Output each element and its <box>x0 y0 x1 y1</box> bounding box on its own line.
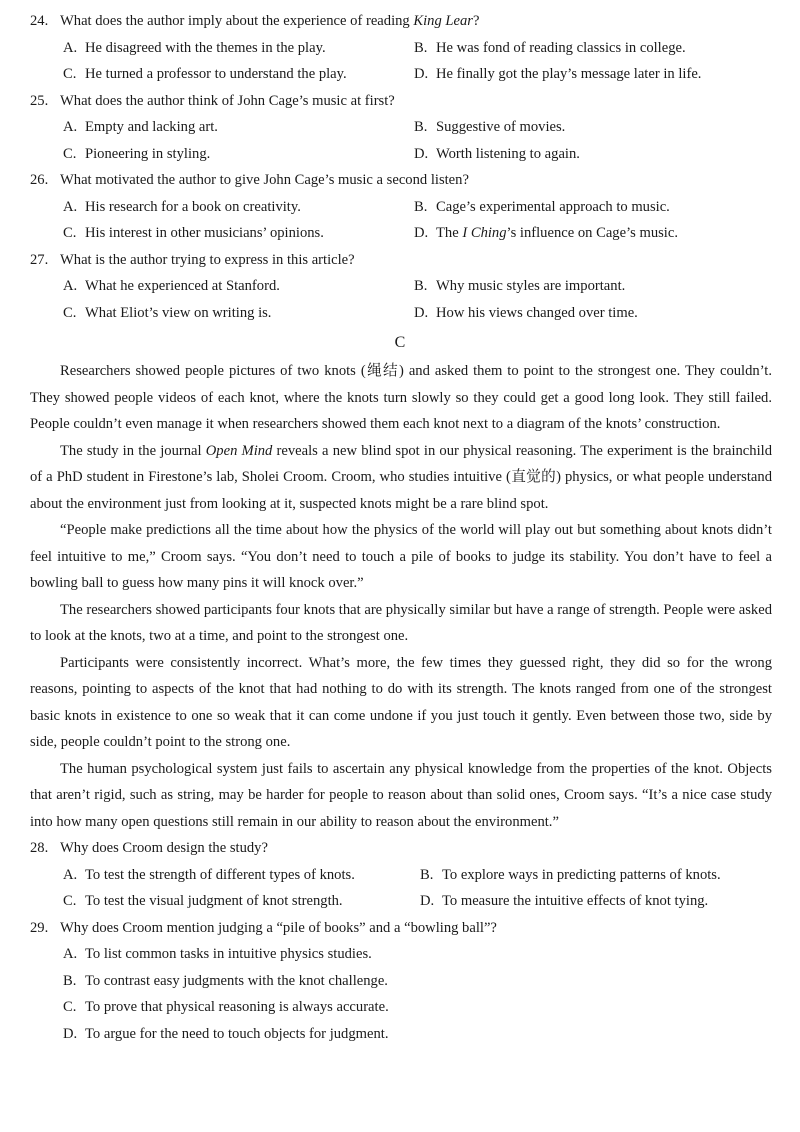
options-row <box>0 888 800 915</box>
question-number: 24. <box>30 13 49 29</box>
question-text-part: What does the author imply about the experience of reading <box>60 13 414 29</box>
option-a <box>63 273 280 300</box>
option-a <box>63 114 218 141</box>
option-letter: B. <box>63 972 77 989</box>
option-text: Pioneering in styling. <box>85 145 211 162</box>
book-title: King Lear <box>413 13 473 29</box>
option-letter: A. <box>63 119 78 135</box>
reading-passage <box>0 358 800 835</box>
option-letter: A. <box>63 278 78 294</box>
option-row <box>0 968 800 995</box>
options-row <box>0 273 800 300</box>
option-d <box>414 141 580 168</box>
paragraph-text-part: The study in the journal <box>60 442 206 459</box>
passage-paragraph-1: Researchers showed people pictures of two knots (绳结) and asked them to point to the strongest one. They couldn’t. They showed people videos of each knot, where the knots turn slowly so they could get a good long look. They still failed. People couldn’t even manage it when researchers showed them each knot next to a diagram of the knots’ construction. <box>30 363 772 432</box>
option-text: How his views changed over time. <box>436 304 638 321</box>
option-letter: A. <box>63 198 78 215</box>
options-row <box>0 220 800 247</box>
option-letter: B. <box>414 278 428 294</box>
option-text: To contrast easy judgments with the knot challenge. <box>85 972 388 989</box>
option-letter: C. <box>63 145 77 162</box>
question-text: Why does Croom design the study? <box>60 840 268 856</box>
option-text-part: The <box>436 225 463 241</box>
option-b <box>414 35 686 62</box>
option-text: He disagreed with the themes in the play. <box>85 39 326 56</box>
option-text <box>436 225 678 241</box>
question-28 <box>0 835 800 862</box>
option-row <box>0 994 800 1021</box>
option-letter: D. <box>414 66 429 82</box>
question-number: 25. <box>30 92 49 109</box>
question-27 <box>0 247 800 274</box>
question-text: What does the author think of John Cage’s music at first? <box>60 92 395 109</box>
option-letter: C. <box>63 225 77 241</box>
option-b <box>63 968 388 995</box>
options-row <box>0 35 800 62</box>
option-a <box>63 194 301 221</box>
option-c <box>63 300 271 327</box>
option-letter: B. <box>414 119 428 135</box>
question-text <box>60 8 479 35</box>
passage-paragraph-3: “People make predictions all the time about how the physics of the world will play out but something about knots didn’t feel intuitive to me,” Croom says. “You don’t need to touch a pile of books to judge its stability. You don’t have to feel a bowling ball to guess how many pins it will knock over.” <box>30 522 772 591</box>
option-text: His research for a book on creativity. <box>85 198 301 215</box>
option-text: Worth listening to again. <box>436 145 580 162</box>
option-letter: D. <box>420 893 435 909</box>
option-row <box>0 1021 800 1048</box>
option-d <box>414 61 701 88</box>
option-text: Cage’s experimental approach to music. <box>436 198 670 215</box>
book-title: I Ching <box>462 225 507 241</box>
journal-title: Open Mind <box>205 442 273 459</box>
option-a <box>63 862 355 889</box>
option-text: To test the visual judgment of knot strength. <box>85 893 343 909</box>
option-text: What Eliot’s view on writing is. <box>85 304 272 321</box>
option-letter: D. <box>414 145 429 162</box>
option-letter: C. <box>63 66 77 82</box>
option-text: Suggestive of movies. <box>436 119 566 135</box>
option-b <box>414 114 565 141</box>
option-text: To measure the intuitive effects of knot tying. <box>442 893 709 909</box>
option-letter: D. <box>63 1025 78 1042</box>
options-row <box>0 114 800 141</box>
option-b <box>414 273 625 300</box>
option-text: To test the strength of different types of knots. <box>85 866 355 883</box>
option-d <box>414 220 678 247</box>
option-c <box>63 141 210 168</box>
option-d <box>420 888 708 915</box>
option-b <box>420 862 721 889</box>
option-text-part: ’s influence on Cage’s music. <box>506 225 678 241</box>
option-letter: D. <box>414 304 429 321</box>
option-text: He finally got the play’s message later in life. <box>436 66 702 82</box>
option-text: To list common tasks in intuitive physics studies. <box>85 946 372 962</box>
option-letter: B. <box>414 39 428 56</box>
passage-paragraph-6: The human psychological system just fails to ascertain any physical knowledge from the properties of the knot. Objects that aren’t rigid, such as string, may be harder for people to reason about than solid ones, Croom says. “It’s a nice case study into how many open questions still remain in our ability to reason about the environment.” <box>30 760 772 830</box>
question-number: 27. <box>30 251 49 268</box>
option-text: To argue for the need to touch objects for judgment. <box>85 1025 389 1042</box>
option-letter: B. <box>420 866 434 883</box>
passage-paragraph-2 <box>30 438 772 518</box>
option-letter: C. <box>63 999 77 1015</box>
question-29 <box>0 915 800 942</box>
option-c <box>63 994 389 1021</box>
option-letter: B. <box>414 198 428 215</box>
option-c <box>63 220 324 247</box>
option-text: To prove that physical reasoning is always accurate. <box>85 999 389 1015</box>
option-letter: C. <box>63 893 77 909</box>
option-letter: D. <box>414 225 429 241</box>
question-26 <box>0 167 800 194</box>
question-text: What is the author trying to express in this article? <box>60 251 355 268</box>
option-text: He was fond of reading classics in college. <box>436 39 686 56</box>
section-title: C <box>394 334 406 351</box>
paragraph-text-part: reveals a new blind spot in our physical reasoning. The experiment is the brainchild of a PhD student in Firestone’s lab, Sholei Croom. Croom, who studies intuitive (直觉的) physics, or what people understand about the environment just from looking at it, suspected knots might be a rare blind spot. <box>30 442 772 512</box>
option-text: To explore ways in predicting patterns of knots. <box>442 866 721 883</box>
question-number: 26. <box>30 172 49 188</box>
option-letter: C. <box>63 304 77 321</box>
options-row <box>0 194 800 221</box>
option-d <box>414 300 638 327</box>
option-a <box>63 35 326 62</box>
question-text-part: ? <box>472 13 480 29</box>
option-d <box>63 1021 388 1048</box>
question-number: 29. <box>30 919 49 936</box>
option-letter: A. <box>63 866 78 883</box>
passage-paragraph-5: Participants were consistently incorrect. What’s more, the few times they guessed right, they did so for the wrong reasons, pointing to aspects of the knot that had nothing to do with its strength. The knots ranged from one of the strongest basic knots in existence to one so weak that it can come undone if you just touch it gently. Even between those two, side by side, people couldn’t point to the strong one. <box>30 654 772 750</box>
option-row <box>0 941 800 968</box>
passage-paragraph-4: The researchers showed participants four knots that are physically similar but have a range of strength. People were asked to look at the knots, two at a time, and point to the strongest one. <box>30 601 773 644</box>
options-row <box>0 862 800 889</box>
option-letter: A. <box>63 946 78 962</box>
question-number: 28. <box>30 840 49 856</box>
option-text: Why music styles are important. <box>436 278 626 294</box>
question-24 <box>0 8 800 35</box>
option-text: What he experienced at Stanford. <box>85 278 280 294</box>
options-row <box>0 61 800 88</box>
options-row <box>0 141 800 168</box>
option-c <box>63 61 347 88</box>
option-letter: A. <box>63 39 78 56</box>
option-text: Empty and lacking art. <box>85 119 218 135</box>
option-c <box>63 888 343 915</box>
question-text: What motivated the author to give John Cage’s music a second listen? <box>60 172 469 188</box>
option-text: He turned a professor to understand the play. <box>85 66 347 82</box>
options-row <box>0 300 800 327</box>
option-text: His interest in other musicians’ opinions. <box>85 225 324 241</box>
option-b <box>414 194 670 221</box>
question-text: Why does Croom mention judging a “pile of books” and a “bowling ball”? <box>60 919 497 936</box>
question-25 <box>0 88 800 115</box>
option-a <box>63 941 372 968</box>
